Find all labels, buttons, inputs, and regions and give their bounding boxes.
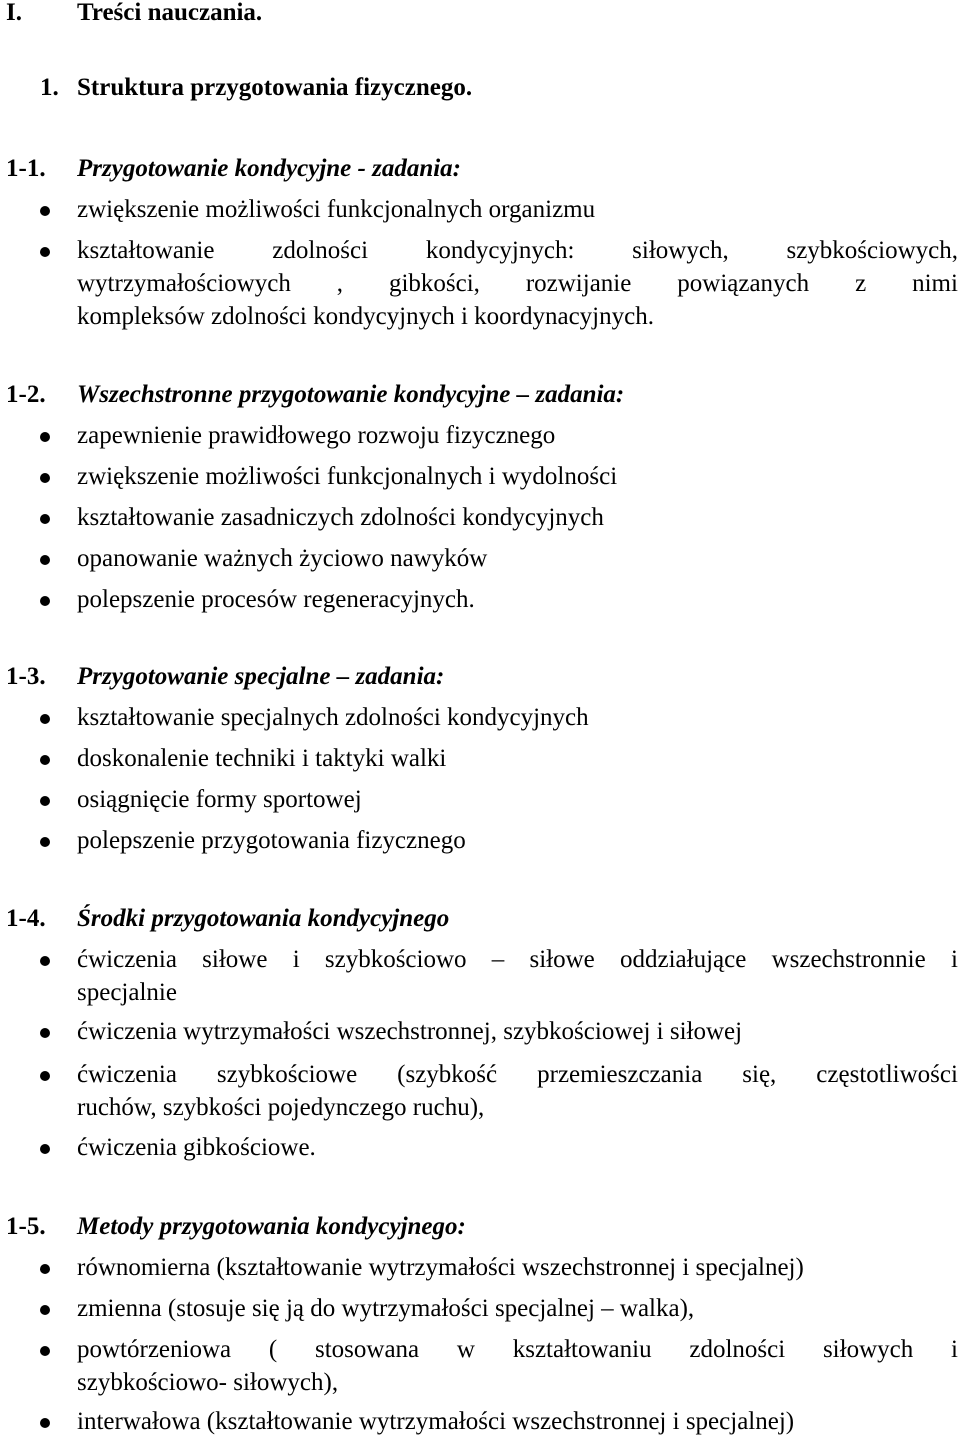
- bullet-icon: [40, 1264, 50, 1274]
- bullet-icon: [40, 755, 50, 765]
- main-heading-text: Treści nauczania.: [77, 0, 263, 26]
- list-item: ćwiczenia szybkościowe (szybkość przemieszczania się, częstotliwości ruchów, szybkości pojedynczego ruchu),: [77, 1061, 958, 1121]
- bullet-icon: [40, 555, 50, 565]
- list-item: zwiększenie możliwości funkcjonalnych i wydolności: [77, 463, 618, 490]
- bullet-icon: [40, 473, 50, 483]
- list-item: kształtowanie zasadniczych zdolności kondycyjnych: [77, 504, 604, 531]
- subsection-title: Metody przygotowania kondycyjnego:: [77, 1213, 466, 1240]
- bullet-icon: [40, 1028, 50, 1038]
- bullet-icon: [40, 596, 50, 606]
- bullet-icon: [40, 514, 50, 524]
- bullet-icon: [40, 837, 50, 847]
- bullet-icon: [40, 1305, 50, 1315]
- subsection-title: Przygotowanie kondycyjne - zadania:: [77, 155, 462, 182]
- list-item: polepszenie przygotowania fizycznego: [77, 827, 466, 854]
- bullet-icon: [40, 1071, 50, 1081]
- section-heading-number: 1.: [40, 74, 59, 101]
- subsection-number: 1-3.: [6, 663, 46, 690]
- subsection-title: Przygotowanie specjalne – zadania:: [77, 663, 445, 690]
- list-item: powtórzeniowa ( stosowana w kształtowaniu zdolności siłowych i szybkościowo- siłowych),: [77, 1336, 958, 1396]
- bullet-icon: [40, 206, 50, 216]
- bullet-icon: [40, 714, 50, 724]
- main-heading-number: I.: [6, 0, 22, 26]
- bullet-icon: [40, 432, 50, 442]
- list-item: zwiększenie możliwości funkcjonalnych organizmu: [77, 196, 596, 223]
- list-item: doskonalenie techniki i taktyki walki: [77, 745, 447, 772]
- subsection-number: 1-4.: [6, 905, 46, 932]
- list-item: zmienna (stosuje się ją do wytrzymałości specjalnej – walka),: [77, 1295, 695, 1322]
- bullet-icon: [40, 956, 50, 966]
- list-item: interwałowa (kształtowanie wytrzymałości wszechstronnej i specjalnej): [77, 1408, 795, 1435]
- list-item: opanowanie ważnych życiowo nawyków: [77, 545, 488, 572]
- subsection-number: 1-2.: [6, 381, 46, 408]
- subsection-number: 1-5.: [6, 1213, 46, 1240]
- list-item: kształtowanie specjalnych zdolności kondycyjnych: [77, 704, 589, 731]
- subsection-number: 1-1.: [6, 155, 46, 182]
- bullet-icon: [40, 1346, 50, 1356]
- bullet-icon: [40, 1418, 50, 1428]
- list-item: osiągnięcie formy sportowej: [77, 786, 362, 813]
- subsection-title: Środki przygotowania kondycyjnego: [77, 905, 450, 932]
- list-item: kształtowanie zdolności kondycyjnych: siłowych, szybkościowych, wytrzymałościowych , gibkości, rozwijanie powiązanych z nimi kompleksów zdolności kondycyjnych i koordynacyjnych.: [77, 237, 958, 330]
- list-item: ćwiczenia gibkościowe.: [77, 1134, 316, 1161]
- list-item: polepszenie procesów regeneracyjnych.: [77, 586, 475, 613]
- list-item: ćwiczenia siłowe i szybkościowo – siłowe oddziałujące wszechstronnie i specjalnie: [77, 946, 958, 1006]
- bullet-icon: [40, 1144, 50, 1154]
- list-item: równomierna (kształtowanie wytrzymałości wszechstronnej i specjalnej): [77, 1254, 804, 1281]
- list-item: zapewnienie prawidłowego rozwoju fizycznego: [77, 422, 556, 449]
- section-heading-text: Struktura przygotowania fizycznego.: [77, 74, 473, 101]
- bullet-icon: [40, 796, 50, 806]
- subsection-title: Wszechstronne przygotowanie kondycyjne – zadania:: [77, 381, 625, 408]
- list-item: ćwiczenia wytrzymałości wszechstronnej, szybkościowej i siłowej: [77, 1018, 743, 1045]
- bullet-icon: [40, 247, 50, 257]
